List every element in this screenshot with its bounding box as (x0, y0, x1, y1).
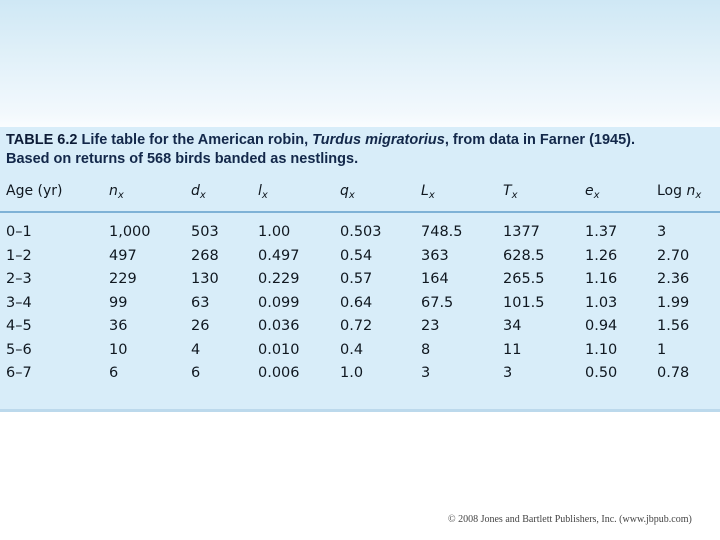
cell-qx: 0.54 (340, 247, 373, 264)
cell-Tx: 101.5 (503, 294, 545, 311)
cell-age: 6–7 (6, 365, 32, 381)
cell-age: 3–4 (6, 294, 32, 311)
table-row (0, 269, 720, 293)
life-table (0, 127, 720, 412)
table-row (0, 222, 720, 246)
cell-age: 2–3 (6, 271, 32, 287)
cell-Lx: 8 (421, 341, 431, 358)
cell-ex: 1.10 (585, 341, 618, 358)
cell-ex: 1.37 (585, 224, 618, 240)
table-row (0, 340, 720, 364)
cell-Lx: 67.5 (421, 294, 454, 311)
header-age: Age (yr) (6, 183, 63, 199)
cell-log-nx: 2.70 (657, 247, 690, 264)
cell-Lx: 748.5 (421, 224, 463, 240)
cell-qx: 0.64 (340, 294, 373, 311)
cell-Lx: 363 (421, 247, 449, 264)
cell-Lx: 23 (421, 318, 440, 334)
caption-line-2: Based on returns of 568 birds banded as nestlings. (6, 151, 359, 167)
copyright-notice: © 2008 Jones and Bartlett Publishers, Inc. (www.jbpub.com) (448, 514, 692, 525)
table-bottom-rule (0, 409, 720, 412)
caption-species: Turdus migratorius (312, 132, 445, 148)
cell-lx: 1.00 (258, 224, 291, 240)
cell-qx: 0.4 (340, 341, 364, 358)
cell-lx: 0.006 (258, 365, 300, 381)
cell-nx: 497 (109, 247, 137, 264)
header-lx: $l_x$ (258, 183, 268, 201)
cell-log-nx: 2.36 (657, 271, 690, 287)
cell-lx: 0.497 (258, 247, 300, 264)
cell-Tx: 34 (503, 318, 522, 334)
header-Lx: $L_x$ (421, 183, 435, 201)
table-label: TABLE 6.2 (6, 132, 78, 148)
cell-age: 0–1 (6, 224, 32, 240)
cell-log-nx: 3 (657, 224, 667, 240)
cell-log-nx: 1.99 (657, 294, 690, 311)
header-qx: $q_x$ (340, 183, 355, 201)
cell-dx: 4 (191, 341, 201, 358)
cell-Tx: 265.5 (503, 271, 545, 287)
table-caption (6, 131, 718, 169)
cell-qx: 0.72 (340, 318, 373, 334)
cell-dx: 130 (191, 271, 219, 287)
cell-dx: 6 (191, 365, 201, 381)
header-log-nx: Log $n_x$ (657, 183, 702, 201)
cell-dx: 63 (191, 294, 210, 311)
cell-qx: 1.0 (340, 365, 364, 381)
cell-Tx: 628.5 (503, 247, 545, 264)
table-body (0, 222, 720, 387)
cell-log-nx: 1 (657, 341, 667, 358)
cell-Tx: 11 (503, 341, 522, 358)
cell-ex: 0.94 (585, 318, 618, 334)
cell-nx: 6 (109, 365, 119, 381)
cell-dx: 26 (191, 318, 210, 334)
cell-nx: 36 (109, 318, 128, 334)
cell-age: 4–5 (6, 318, 32, 334)
cell-qx: 0.503 (340, 224, 382, 240)
table-header-row (0, 177, 720, 213)
cell-ex: 1.03 (585, 294, 618, 311)
cell-Lx: 3 (421, 365, 431, 381)
caption-text-end: , from data in Farner (1945). (444, 132, 636, 148)
cell-log-nx: 1.56 (657, 318, 690, 334)
cell-age: 1–2 (6, 247, 32, 264)
cell-lx: 0.010 (258, 341, 300, 358)
table-row (0, 316, 720, 340)
table-row (0, 246, 720, 270)
cell-ex: 1.16 (585, 271, 618, 287)
cell-ex: 0.50 (585, 365, 618, 381)
header-ex: $e_x$ (585, 183, 600, 201)
cell-Lx: 164 (421, 271, 449, 287)
cell-age: 5–6 (6, 341, 32, 358)
caption-text-start: Life table for the American robin, (77, 132, 313, 148)
header-nx: $n_x$ (109, 183, 124, 201)
cell-ex: 1.26 (585, 247, 618, 264)
cell-log-nx: 0.78 (657, 365, 690, 381)
cell-nx: 99 (109, 294, 128, 311)
header-Tx: $T_x$ (503, 183, 518, 201)
table-row (0, 293, 720, 317)
table-row (0, 363, 720, 387)
cell-dx: 503 (191, 224, 219, 240)
cell-dx: 268 (191, 247, 219, 264)
cell-lx: 0.099 (258, 294, 300, 311)
cell-lx: 0.036 (258, 318, 300, 334)
cell-Tx: 3 (503, 365, 513, 381)
cell-lx: 0.229 (258, 271, 300, 287)
cell-qx: 0.57 (340, 271, 373, 287)
cell-nx: 10 (109, 341, 128, 358)
cell-Tx: 1377 (503, 224, 540, 240)
cell-nx: 1,000 (109, 224, 151, 240)
cell-nx: 229 (109, 271, 137, 287)
header-dx: $d_x$ (191, 183, 206, 201)
